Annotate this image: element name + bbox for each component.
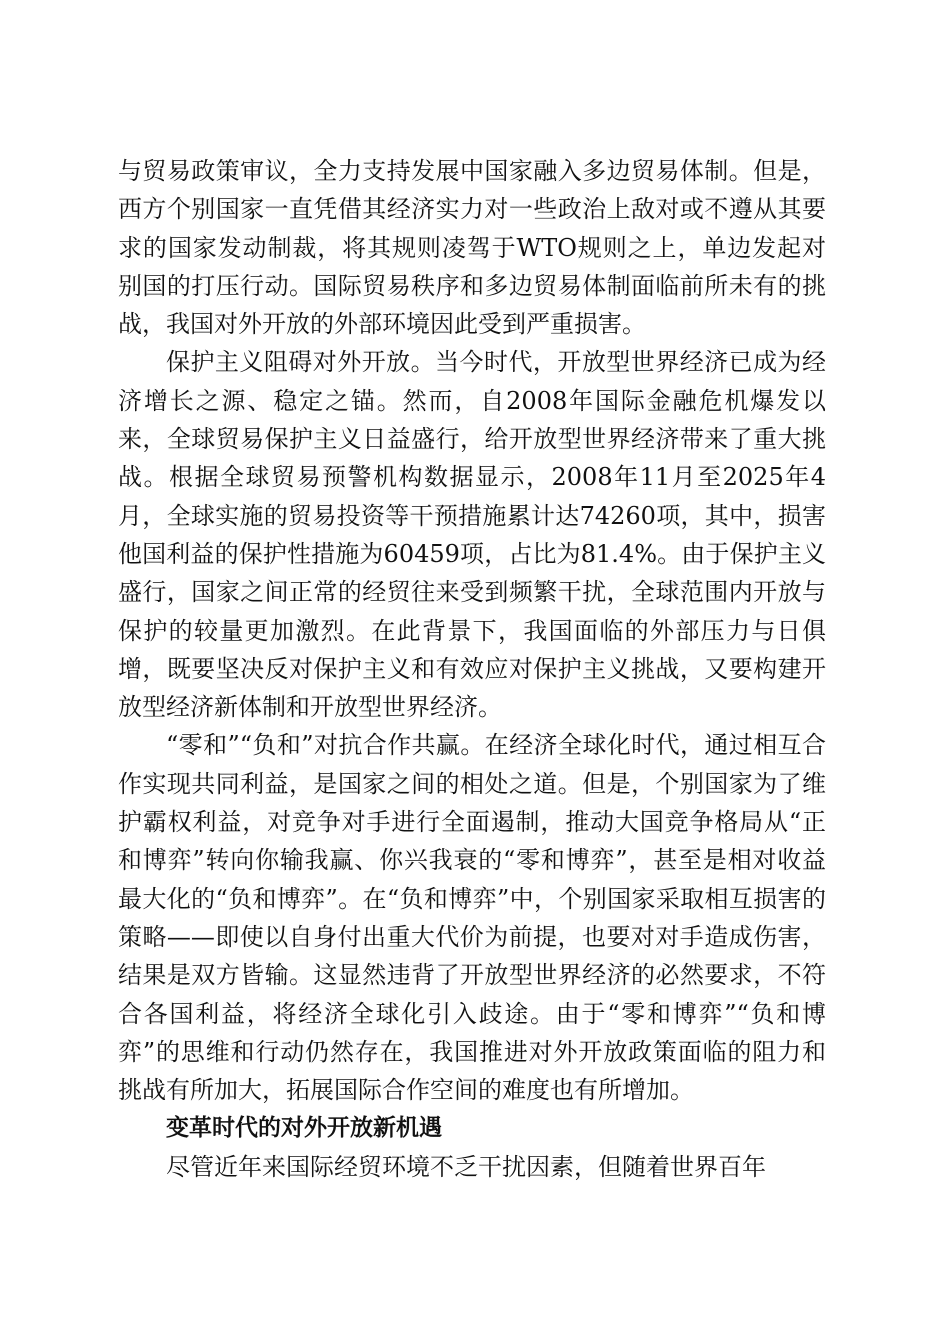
paragraph-zero-sum: “零和”“负和”对抗合作共赢。在经济全球化时代，通过相互合作实现共同利益，是国家之间的相处之道。但是，个别国家为了维护霸权利益，对竞争对手进行全面遏制，推动大国竞争格局从“正和博弈”转向你输我赢、你兴我衰的“零和博弈”，甚至是相对收益最大化的“负和博弈”。在“负和博弈”中，个别国家采取相互损害的策略——即使以自身付出重大代价为前提，也要对对手造成伤害，结果是双方皆输。这显然违背了开放型世界经济的必然要求，不符合各国利益，将经济全球化引入歧途。由于“零和博弈”“负和博弈”的思维和行动仍然存在，我国推进对外开放政策面临的阻力和挑战有所加大，拓展国际合作空间的难度也有所增加。 bbox=[118, 731, 826, 1105]
document-body bbox=[118, 152, 826, 1186]
paragraph-continuation: 与贸易政策审议，全力支持发展中国家融入多边贸易体制。但是，西方个别国家一直凭借其经济实力对一些政治上敌对或不遵从其要求的国家发动制裁，将其规则凌驾于WTO规则之上，单边发起对别国的打压行动。国际贸易秩序和多边贸易体制面临前所未有的挑战，我国对外开放的外部环境因此受到严重损害。 bbox=[118, 157, 826, 339]
paragraph-new-opportunities: 尽管近年来国际经贸环境不乏干扰因素，但随着世界百年 bbox=[166, 1152, 766, 1181]
section-heading: 变革时代的对外开放新机遇 bbox=[166, 1115, 442, 1142]
paragraph-protectionism: 保护主义阻碍对外开放。当今时代，开放型世界经济已成为经济增长之源、稳定之锚。然而，自2008年国际金融危机爆发以来，全球贸易保护主义日益盛行，给开放型世界经济带来了重大挑战。根据全球贸易预警机构数据显示，2008年11月至2025年4月，全球实施的贸易投资等干预措施累计达74260项，其中，损害他国利益的保护性措施为60459项，占比为81.4%。由于保护主义盛行，国家之间正常的经贸往来受到频繁干扰，全球范围内开放与保护的较量更加激烈。在此背景下，我国面临的外部压力与日俱增，既要坚决反对保护主义和有效应对保护主义挑战，又要构建开放型经济新体制和开放型世界经济。 bbox=[118, 348, 826, 722]
